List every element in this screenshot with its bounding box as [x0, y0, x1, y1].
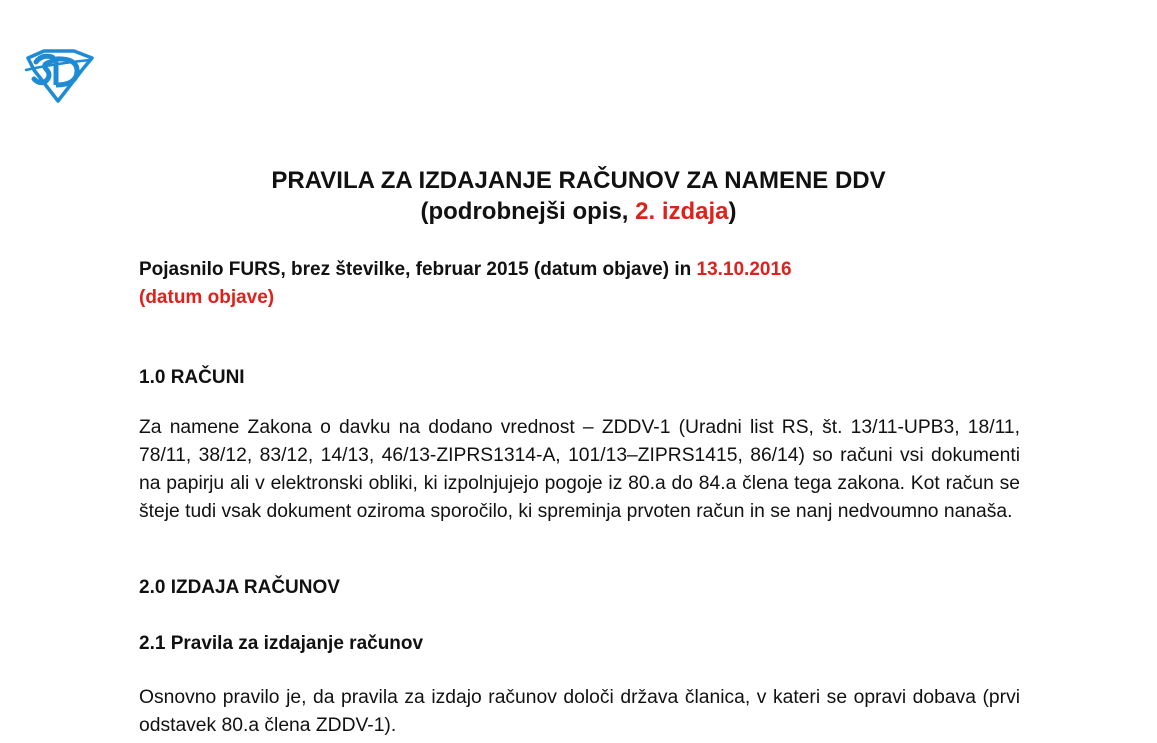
- title-line-2-prefix: (podrobnejši opis,: [420, 198, 636, 225]
- source-text: Pojasnilo FURS, brez številke, februar 2015 (datum objave) in: [139, 259, 697, 280]
- section-heading-racuni: 1.0 RAČUNI: [139, 367, 245, 388]
- subsection-heading-pravila: 2.1 Pravila za izdajanje računov: [139, 633, 424, 654]
- update-date-label: (datum objave): [139, 287, 275, 308]
- section-text-racuni: Za namene Zakona o davku na dodano vrednost – ZDDV-1 (Uradni list RS, št. 13/11-UPB3, 18/11, 78/11, 38/12, 83/12, 14/13, 46/13-ZIPRS1314-A, 101/13–ZIPRS1415, 86/14) so računi vsi dokumenti na papirju ali v elektronski obliki, ki izpolnjujejo pogoje iz 80.a do 84.a člena tega zakona. Kot račun se šteje tudi vsak dokument oziroma sporočilo, ki spreminja prvoten račun in se nanj nedvoumno nanaša.: [139, 417, 1020, 522]
- subsection-text-pravila: Osnovno pravilo je, da pravila za izdajo računov določi država članica, v kateri se opravi dobava (prvi odstavek 80.a člena ZDDV-1).: [139, 687, 1020, 736]
- section-heading-izdaja-racunov: 2.0 IZDAJA RAČUNOV: [139, 577, 340, 598]
- title-line-1: PRAVILA ZA IZDAJANJE RAČUNOV ZA NAMENE DDV: [271, 167, 886, 194]
- sd-shield-logo-icon: [22, 48, 96, 104]
- source-note: [139, 256, 1020, 312]
- title-line-2-suffix: ): [728, 198, 737, 225]
- edition-label: 2. izdaja: [635, 198, 729, 225]
- title-line-2: [0, 196, 1157, 227]
- document-title: [0, 165, 1157, 227]
- update-date: 13.10.2016: [696, 259, 792, 280]
